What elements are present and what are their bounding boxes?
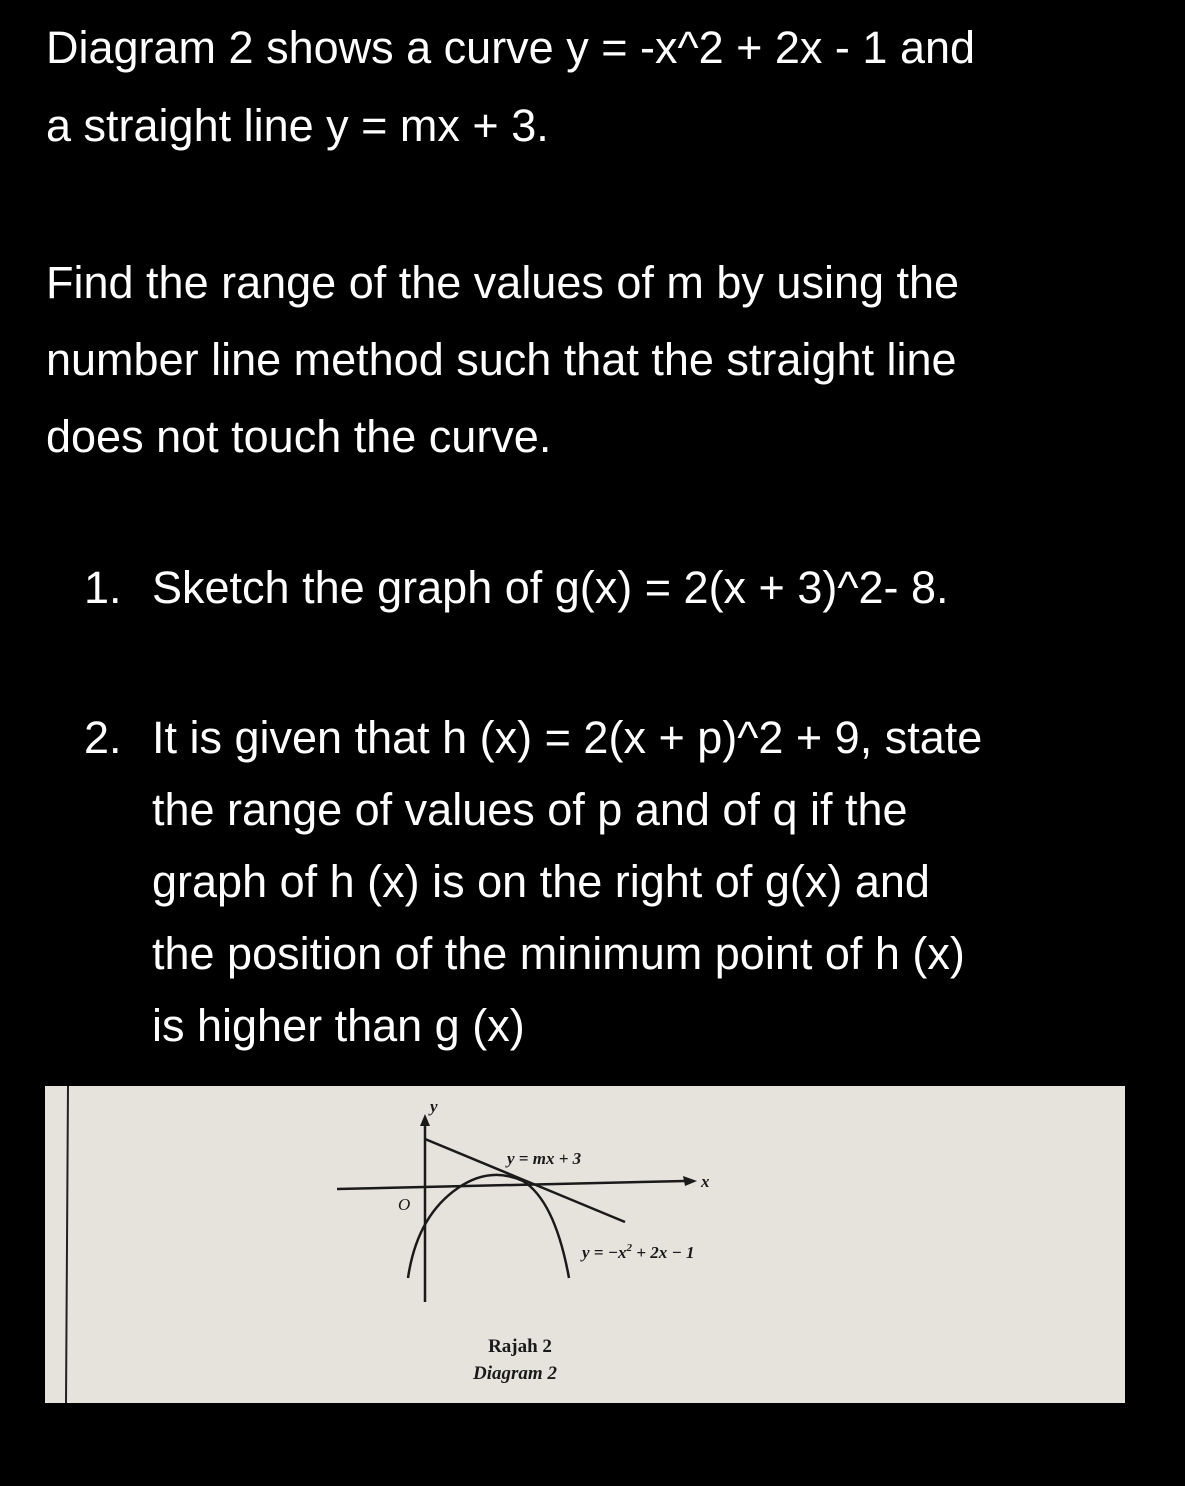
task-line-2: number line method such that the straight line — [46, 334, 957, 385]
list-number-1: 1. — [84, 562, 122, 613]
diagram-photo — [45, 1086, 1125, 1403]
list-item-1-line-1: Sketch the graph of g(x) = 2(x + 3)^2- 8. — [152, 562, 949, 613]
list-item-2-line-1: It is given that h (x) = 2(x + p)^2 + 9, state — [152, 712, 983, 763]
curve-label — [580, 1242, 695, 1262]
x-axis-arrow-icon — [683, 1176, 697, 1186]
diagram-2 — [45, 1086, 1125, 1403]
y-axis-label: y — [430, 1097, 438, 1116]
intro-line-2: a straight line y = mx + 3. — [46, 100, 549, 151]
line-label: y = mx + 3 — [507, 1149, 582, 1168]
curve-label-rest: + 2x − 1 — [632, 1243, 695, 1262]
list-item-2-line-3: graph of h (x) is on the right of g(x) and — [152, 856, 930, 907]
list-item-2-line-2: the range of values of p and of q if the — [152, 784, 908, 835]
curve-label-main: y = −x — [582, 1243, 627, 1262]
task-line-1: Find the range of the values of m by using the — [46, 257, 960, 308]
y-axis-arrow-icon — [420, 1114, 430, 1126]
task-line-3: does not touch the curve. — [46, 411, 552, 462]
x-axis — [337, 1181, 685, 1189]
caption-malay: Rajah 2 — [488, 1336, 552, 1357]
curve — [408, 1175, 569, 1278]
list-item-2-line-5: is higher than g (x) — [152, 1000, 525, 1051]
x-axis-label: x — [701, 1172, 710, 1191]
origin-label: O — [398, 1195, 411, 1214]
page-margin-line — [66, 1086, 68, 1403]
intro-line-1: Diagram 2 shows a curve y = -x^2 + 2x - 1 and — [46, 22, 976, 73]
list-item-2-line-4: the position of the minimum point of h (x) — [152, 928, 965, 979]
list-number-2: 2. — [84, 712, 122, 763]
caption-english: Diagram 2 — [473, 1363, 557, 1384]
curve-label-exponent: 2 — [626, 1242, 633, 1254]
